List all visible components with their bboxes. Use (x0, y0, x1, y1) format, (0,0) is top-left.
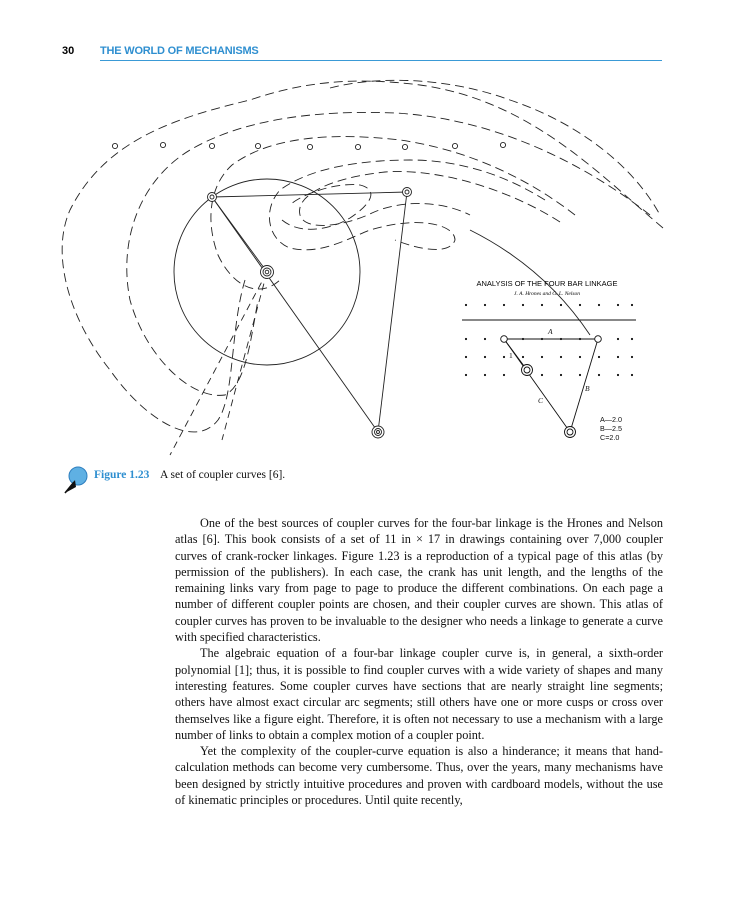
chapter-title: THE WORLD OF MECHANISMS (100, 45, 259, 57)
paragraph: One of the best sources of coupler curves for the four-bar linkage is the Hrones and Nelson atlas [6]. This book consists of a set of 11 in × 17 in drawings containing over 7,000 coupler curves of crank-rocker linkages. Figure 1.23 is a reproduction of a typical page of this atlas (by permission of the publishers). In each case, the crank has unit length, and the lengths of the remaining links vary from page to page to produce the different combinations. On each page a number of different coupler points are chosen, and their coupler curves are shown. This atlas of coupler curves has proven to be invaluable to the designer who needs a linkage to generate a curve with specified characteristics. (175, 516, 663, 645)
coupler-curve-outer (62, 81, 663, 432)
param-a: A—2.0 (600, 415, 622, 424)
coupler-point-markers (112, 142, 505, 149)
atlas-parameters (600, 415, 622, 442)
coupler-curve-4 (269, 160, 545, 250)
coupler-curve-6 (330, 80, 660, 215)
paragraph: The algebraic equation of a four-bar linkage coupler curve is, in general, a sixth-order polynomial [1]; thus, it is possible to find coupler curves with a wide variety of shapes and many interesting features. Some coupler curves have sections that are nearly straight line segments; others have almost exact circular arc segments; still others have one or more cusps or cross over themselves like a figure eight. Therefore, it is often not necessary to use a mechanism with a large number of links to obtain a complex motion of a coupler point. (175, 646, 663, 742)
coupler-curve-7 (282, 185, 371, 230)
paragraph: Yet the complexity of the coupler-curve equation is also a hinderance; it means that hand-calculation methods can become very cumbersome. Thus, over the years, many mechanisms have been designed by strictly intuitive procedures and proven with cardboard models, without the use of kinematic principles or procedures. Until quite recently, (175, 744, 663, 808)
atlas-title: ANALYSIS OF THE FOUR BAR LINKAGE (476, 279, 618, 288)
param-c: C=2.0 (600, 433, 620, 442)
linkage-links (212, 192, 590, 432)
link-label-c: C (538, 396, 544, 405)
link-label-b: B (585, 384, 590, 393)
atlas-authors: J. A. Hrones and G. L. Nelson (514, 291, 580, 297)
dot-grid (465, 304, 633, 376)
cursor-arrow-icon (63, 465, 89, 495)
coupler-curves (62, 80, 663, 432)
atlas-inset (462, 279, 636, 442)
param-b: B—2.5 (600, 424, 622, 433)
body-text (175, 515, 663, 808)
caption-text: A set of coupler curves [6]. (160, 469, 286, 481)
figure-caption (63, 465, 483, 495)
caption-label: Figure 1.23 (94, 469, 150, 481)
coupler-curve-2 (127, 112, 650, 395)
link-label-a: A (548, 327, 553, 336)
link-label-crank: 1 (509, 351, 513, 360)
page-number: 30 (62, 45, 75, 57)
